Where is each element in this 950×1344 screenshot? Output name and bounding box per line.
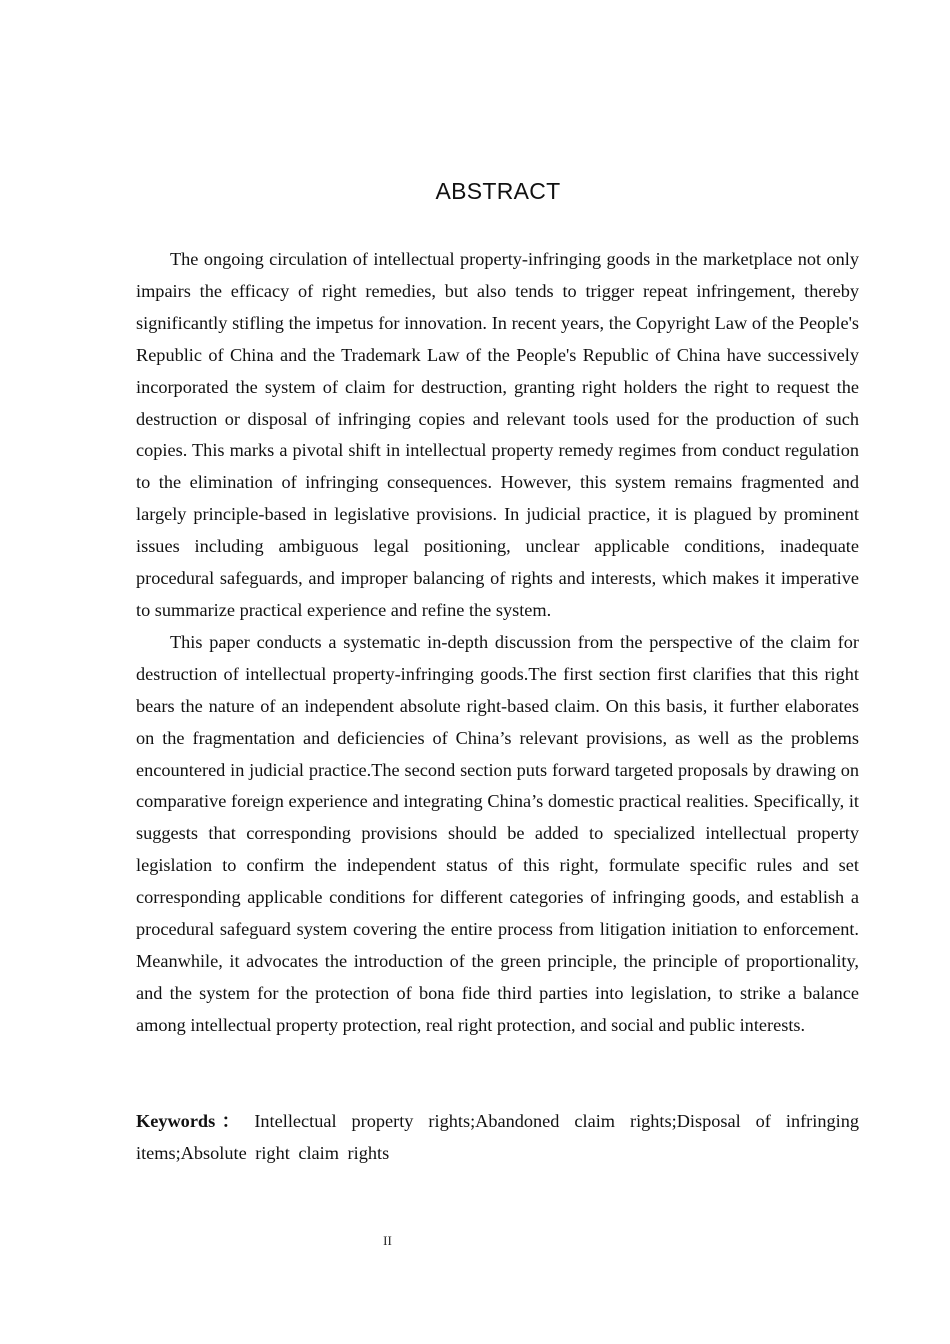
keywords-section <box>136 1106 859 1170</box>
abstract-paragraph-2: This paper conducts a systematic in-depth discussion from the perspective of the claim for destruction of intellectual property-infringing goods.The first section first clarifies that this right bears the nature of an independent absolute right-based claim. On this basis, it further elaborates on the fragmentation and deficiencies of China’s relevant provisions, as well as the problems encountered in judicial practice.The second section puts forward targeted proposals by drawing on comparative foreign experience and integrating China’s domestic practical realities. Specifically, it suggests that corresponding provisions should be added to specialized intellectual property legislation to confirm the independent status of this right, formulate specific rules and set corresponding applicable conditions for different categories of infringing goods, and establish a procedural safeguard system covering the entire process from litigation initiation to enforcement. Meanwhile, it advocates the introduction of the green principle, the principle of proportionality, and the system for the protection of bona fide third parties into legislation, to strike a balance among intellectual property protection, real right protection, and social and public interests. <box>136 631 859 1035</box>
abstract-paragraph-1: The ongoing circulation of intellectual property-infringing goods in the marketplace not only impairs the efficacy of right remedies, but also tends to trigger repeat infringement, thereby significantly stifling the impetus for innovation. In recent years, the Copyright Law of the People's Republic of China and the Trademark Law of the People's Republic of China have successively incorporated the system of claim for destruction, granting right holders the right to request the destruction or disposal of infringing copies and relevant tools used for the production of such copies. This marks a pivotal shift in intellectual property remedy regimes from conduct regulation to the elimination of infringing consequences. However, this system remains fragmented and largely principle-based in legislative provisions. In judicial practice, it is plagued by prominent issues including ambiguous legal positioning, unclear applicable conditions, inadequate procedural safeguards, and improper balancing of rights and interests, which makes it imperative to summarize practical experience and refine the system. <box>136 249 859 620</box>
keywords-text: Intellectual property rights;Abandoned claim rights;Disposal of infringing items;Absolute right claim rights <box>136 1111 859 1163</box>
keywords-label: Keywords： <box>136 1111 247 1131</box>
page-number: II <box>383 1233 392 1248</box>
abstract-body <box>136 244 859 1042</box>
abstract-title: ABSTRACT <box>435 178 561 204</box>
